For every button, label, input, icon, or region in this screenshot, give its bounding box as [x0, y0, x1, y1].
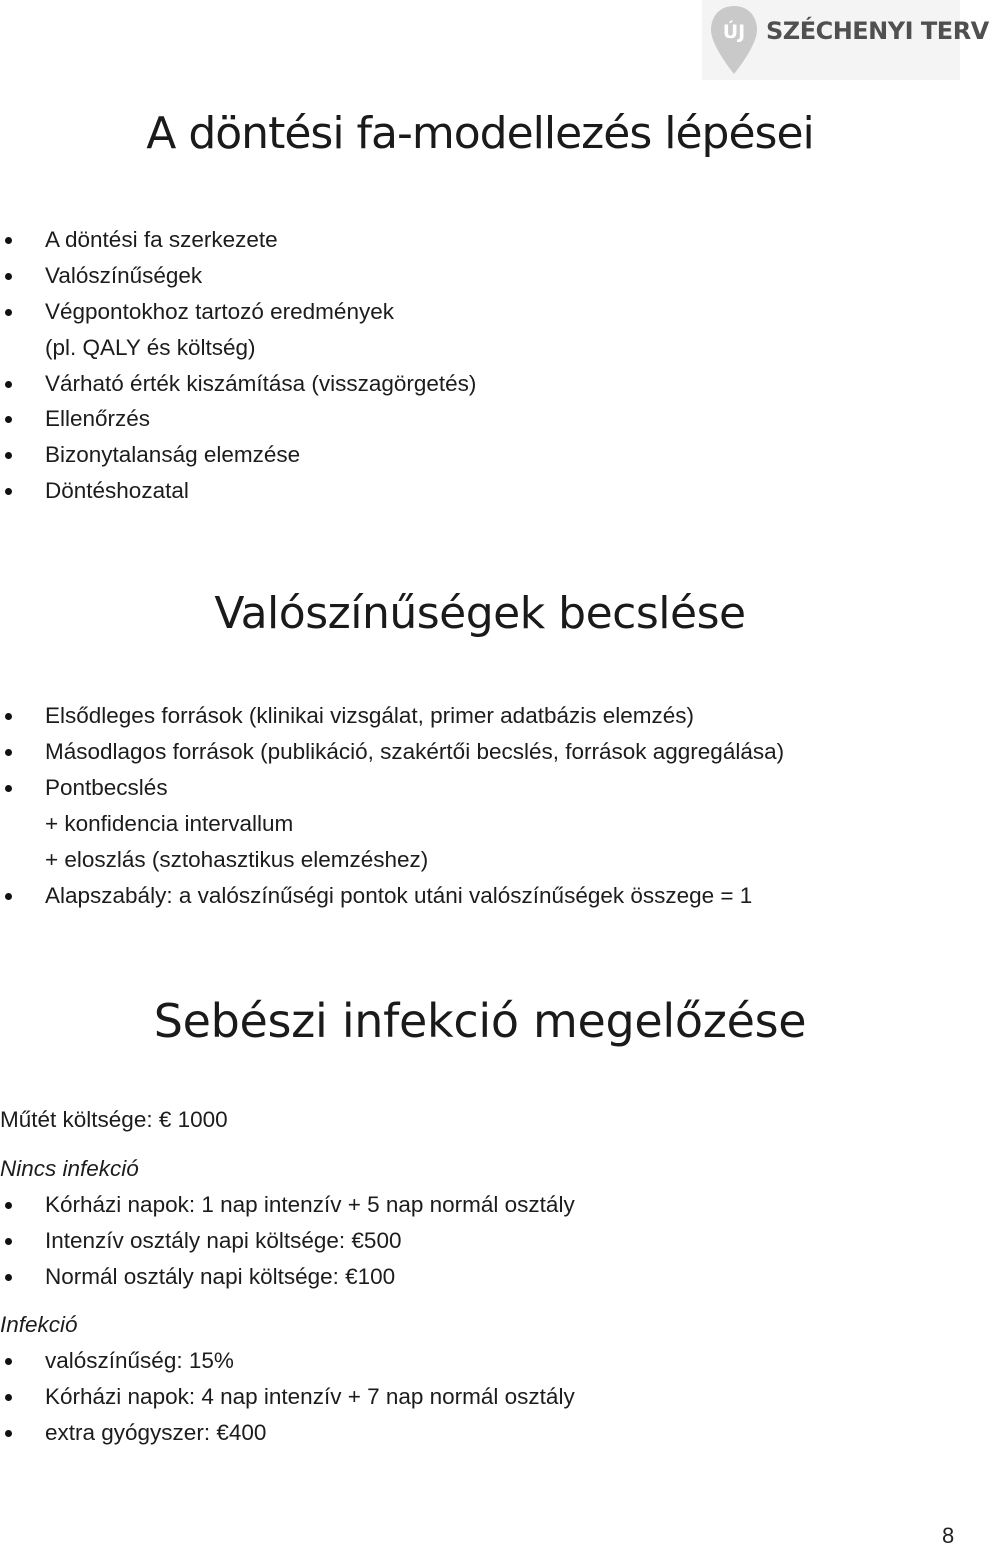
list-item: extra gyógyszer: €400: [45, 1419, 266, 1447]
list-item-continuation: + konfidencia intervallum: [45, 811, 294, 836]
list-item: Kórházi napok: 4 nap intenzív + 7 nap normál osztály: [45, 1383, 575, 1411]
list-item: Végpontokhoz tartozó eredmények: [45, 298, 394, 326]
list-item: Normál osztály napi költsége: €100: [45, 1263, 395, 1291]
list-item: Döntéshozatal: [45, 477, 189, 505]
bullet-icon: [5, 416, 12, 423]
list-item-continuation: (pl. QALY és költség): [45, 335, 256, 360]
list-item: Intenzív osztály napi költsége: €500: [45, 1227, 401, 1255]
list-item: Várható érték kiszámítása (visszagörgetés): [45, 370, 476, 398]
list-item: A döntési fa szerkezete: [45, 226, 278, 254]
section-1-title: A döntési fa-modellezés lépései: [146, 108, 814, 159]
bullet-icon: [5, 381, 12, 388]
bullet-icon: [5, 1202, 12, 1209]
infection-label: Infekció: [0, 1312, 78, 1337]
list-item: Ellenőrzés: [45, 405, 150, 433]
bullet-icon: [5, 1274, 12, 1281]
list-item: Kórházi napok: 1 nap intenzív + 5 nap normál osztály: [45, 1191, 575, 1219]
list-item: Pontbecslés: [45, 774, 168, 802]
bullet-icon: [5, 1358, 12, 1365]
bullet-icon: [5, 488, 12, 495]
section-2-title: Valószínűségek becslése: [214, 588, 746, 639]
svg-text:ÚJ: ÚJ: [722, 21, 746, 43]
bullet-icon: [5, 893, 12, 900]
bullet-icon: [5, 452, 12, 459]
list-item: Alapszabály: a valószínűségi pontok utáni valószínűségek összege = 1: [45, 882, 752, 910]
list-item: valószínűség: 15%: [45, 1347, 234, 1375]
map-pin-icon: [708, 4, 760, 76]
list-item: Másodlagos források (publikáció, szakértői becslés, források aggregálása): [45, 738, 784, 766]
no-infection-label: Nincs infekció: [0, 1156, 139, 1181]
list-item: Bizonytalanság elemzése: [45, 441, 300, 469]
bullet-icon: [5, 1238, 12, 1245]
section-3-title: Sebészi infekció megelőzése: [153, 994, 807, 1048]
szechenyi-terv-logo: [702, 0, 989, 80]
bullet-icon: [5, 1394, 12, 1401]
logo-text: SZÉCHENYI TERV: [766, 17, 989, 45]
bullet-icon: [5, 273, 12, 280]
list-item-continuation: + eloszlás (sztohasztikus elemzéshez): [45, 847, 429, 872]
bullet-icon: [5, 713, 12, 720]
bullet-icon: [5, 1430, 12, 1437]
bullet-icon: [5, 237, 12, 244]
surgery-cost-line: Műtét költsége: € 1000: [0, 1107, 228, 1132]
page-number: 8: [942, 1523, 955, 1548]
list-item: Valószínűségek: [45, 262, 202, 290]
list-item: Elsődleges források (klinikai vizsgálat, primer adatbázis elemzés): [45, 702, 694, 730]
bullet-icon: [5, 309, 12, 316]
bullet-icon: [5, 785, 12, 792]
bullet-icon: [5, 749, 12, 756]
